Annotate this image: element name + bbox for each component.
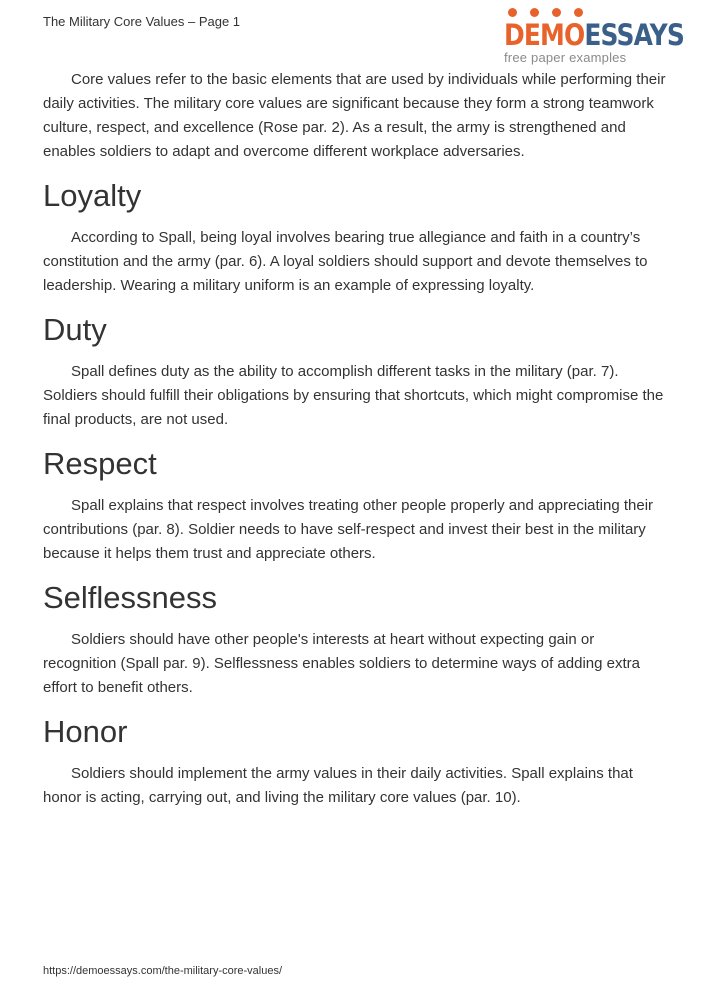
document-body xyxy=(43,68,668,810)
section-body-selflessness: Soldiers should have other people's interests at heart without expecting gain or recognition (Spall par. 9). Selflessness enables soldiers to determine ways of adding extra effort to benefit others. xyxy=(43,631,640,696)
footer-url-link[interactable]: https://demoessays.com/the-military-core-values/ xyxy=(43,965,283,977)
section-body-loyalty: According to Spall, being loyal involves bearing true allegiance and faith in a country’s constitution and the army (par. 6). A loyal soldiers should support and devote themselves to leadership. Wearing a military uniform is an example of expressing loyalty. xyxy=(43,229,648,294)
demoessays-logo[interactable] xyxy=(504,6,684,66)
section-body-duty: Spall defines duty as the ability to accomplish different tasks in the military (par. 7). Soldiers should fulfill their obligations by ensuring that shortcuts, which might compromise the final products, are not used. xyxy=(43,363,664,428)
section-heading-duty: Duty xyxy=(43,312,107,347)
logo-wordmark xyxy=(504,20,684,50)
intro-paragraph: Core values refer to the basic elements that are used by individuals while performing their daily activities. The military core values are significant because they form a strong teamwork culture, respect, and excellence (Rose par. 2). As a result, the army is strengthened and enables soldiers to adapt and overcome different workplace adversaries. xyxy=(43,71,666,160)
logo-word-demo: DEMO xyxy=(504,18,585,52)
running-header-title: The Military Core Values – Page 1 xyxy=(43,14,241,29)
section-heading-honor: Honor xyxy=(43,714,128,749)
section-body-respect: Spall explains that respect involves treating other people properly and appreciating their contributions (par. 8). Soldier needs to have self-respect and invest their best in the military because it helps them trust and appreciate others. xyxy=(43,497,654,562)
section-heading-loyalty: Loyalty xyxy=(43,178,142,213)
section-heading-respect: Respect xyxy=(43,446,157,481)
logo-tagline: free paper examples xyxy=(504,50,627,65)
section-body-honor: Soldiers should implement the army values in their daily activities. Spall explains that honor is acting, carrying out, and living the military core values (par. 10). xyxy=(43,765,633,806)
logo-word-essays: ESSAYS xyxy=(584,18,684,52)
section-heading-selflessness: Selflessness xyxy=(43,580,218,615)
